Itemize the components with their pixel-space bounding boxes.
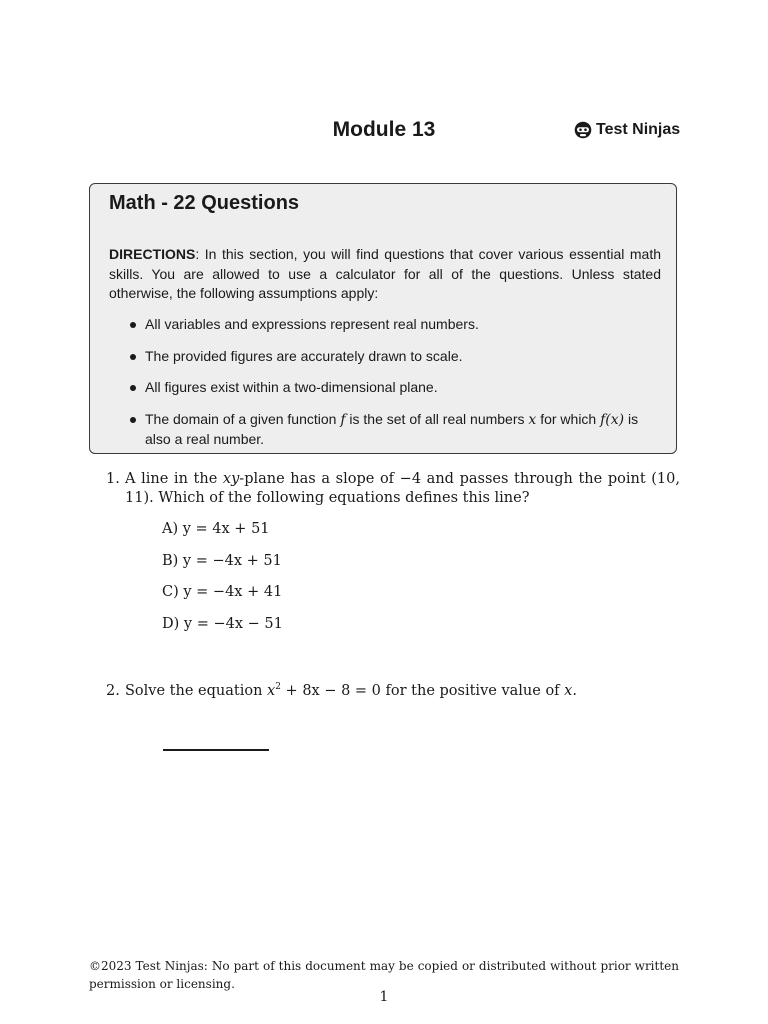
directions-label: DIRECTIONS [109,246,196,262]
choice-d[interactable]: D) y = −4x − 51 [162,615,283,632]
choice-b[interactable]: B) y = −4x + 51 [162,552,282,569]
answer-blank-line[interactable] [163,749,269,751]
directions-paragraph [109,245,661,304]
choice-c[interactable]: C) y = −4x + 41 [162,584,283,600]
assumption-item: All variables and expressions represent real numbers. [128,315,662,334]
question-number: 2. [106,683,120,699]
section-title: Math - 22 Questions [109,192,300,214]
question-number: 1. [106,471,120,487]
assumptions-list [128,315,662,461]
answer-choices [162,520,283,646]
question-2 [106,682,680,702]
page-number: 1 [379,989,389,1005]
bullet-icon [130,417,136,423]
brand-name: Test Ninjas [596,121,681,138]
assumption-item: All figures exist within a two-dimensional plane. [128,378,662,397]
choice-a[interactable]: A) y = 4x + 51 [162,521,270,537]
bullet-icon [130,322,136,328]
page-title: Module 13 [332,118,436,141]
question-text: Solve the equation $x^2 + 8x - 8 = 0$ for the positive value of x. [125,682,577,699]
assumption-item: The domain of a given function f is the set of all real numbers x for which f(x) is also a real number. [128,410,662,449]
directions-box [89,183,677,454]
question-1 [106,470,680,510]
brand-logo [574,121,680,139]
bullet-icon [130,354,136,360]
question-text: A line in the xy-plane has a slope of −4 and passes through the point (10, 11). Which of the following equations defines this line? [125,471,680,506]
bullet-icon [130,385,136,391]
assumption-item: The provided figures are accurately drawn to scale. [128,347,662,366]
directions-text: : In this section, you will find questions that cover various essential math skills. You are allowed to use a calculator for all of the questions. Unless stated otherwise, the following assumptions apply: [109,246,661,301]
ninja-mascot-icon [574,121,592,139]
copyright-notice: ©2023 Test Ninjas: No part of this document may be copied or distributed without prior written permission or licensing. [89,959,679,991]
